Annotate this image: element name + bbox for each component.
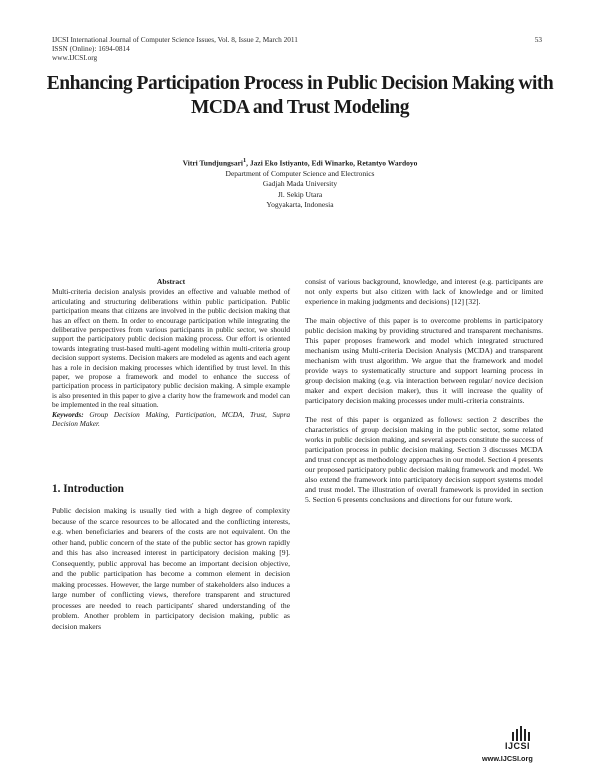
paragraph-continuation: consist of various background, knowledge, and interest (e.g. participants are not only experts but also citizen with lack of knowledge and or limited experience in making judgments and decisions) [12] [32]. <box>305 277 543 306</box>
keywords <box>52 410 290 429</box>
paragraph-organization: The rest of this paper is organized as follows: section 2 describes the characteristics of group decision making in the public sector, some related works in public decision making, and several aspects constitute the success of participation process in public decision making. Section 3 discusses MCDA and trust concept as methodology approaches in our model. Section 4 presents our proposed participatory public decision making framework and model. We also extend the framework into participatory decision support systems model and trust model. The illustration of overall framework is provided in section 5. Section 6 presents conclusions and directions for our future work. <box>305 415 543 504</box>
university: Gadjah Mada University <box>262 179 338 189</box>
logo-text: IJCSI <box>505 741 531 751</box>
author-names <box>100 156 500 169</box>
city: Yogyakarta, Indonesia <box>266 200 334 210</box>
title-line-2: MCDA and Trust Modeling <box>190 97 409 118</box>
abstract-section <box>52 277 290 429</box>
author-superscript: 1 <box>242 157 247 164</box>
first-author: Vitri Tundjungsari <box>182 158 243 168</box>
author-block <box>100 156 500 211</box>
issn: ISSN (Online): 1694-0814 <box>52 44 130 53</box>
street-address: Jl. Sekip Utara <box>277 189 323 199</box>
journal-citation: IJCSI International Journal of Computer Science Issues, Vol. 8, Issue 2, March 2011 <box>52 35 298 44</box>
paragraph-objective: The main objective of this paper is to overcome problems in participatory public decision making by providing structured and transparent mechanisms. This paper proposes framework and model which integrated structured mechanism using Multi-criteria Decision Analysis (MCDA) and transparent mechanism with trust algorithm. We argue that the framework and model provide ways to systematically structure and support learning process in group decision making (e.g. via interaction between regular/ novice decision maker and expert decision maker), thus it will increase the quality of participatory decision making processes under multi-criteria constraints. <box>305 316 543 405</box>
department: Department of Computer Science and Electronics <box>225 168 375 178</box>
title-line-1: Enhancing Participation Process in Public Decision Making with <box>46 73 554 94</box>
paper-title <box>40 72 560 120</box>
abstract-text: Multi-criteria decision analysis provides an effective and valuable method of articulating and structuring deliberations within public participation. Public participation means that citizens are involved in the public decision making that has an effect on them. In order to encourage participation while integrating the deliberative perspectives from various participants in public sector, we should support the participatory public decision making process. Our effort is oriented towards integrating trust-based multi-agent modeling within multi-criteria group decision support systems. Decision makers are modeled as agents and each agent has a role in decision making processes which identified by trust level. In this paper, we propose a framework and model to enhance the success of participation process in participatory public decision making. A simple example is also presented in this paper to give a clarity how the framework and model can be implemented in the real situation. <box>52 287 290 410</box>
introduction-paragraph: Public decision making is usually tied with a high degree of complexity because of the scarce resources to be allocated and the conflicting interests, e.g. when beneficiaries and bearers of the costs are not equivalent. On the other hand, public concern of the state of the public sector has grown rapidly and this has also increased interest in participatory decision making [9]. Consequently, public approval has become an important decision objective, and the public participation has become a common element in decision making processes. However, the large number of stakeholders also induces a large number of conflicting views, therefore transparent and structured processes are needed to reach participants' shared understanding of the problem. Another problem in participatory decision making, public as decision makers <box>52 506 290 631</box>
section-heading-introduction: 1. Introduction <box>52 483 124 495</box>
footer-site-link[interactable]: www.IJCSI.org <box>482 754 533 763</box>
keywords-list: Group Decision Making, Participation, MCDA, Trust, Supra Decision Maker. <box>52 409 290 429</box>
keywords-label: Keywords: <box>52 409 84 419</box>
right-column <box>305 277 543 514</box>
introduction-body <box>52 506 290 632</box>
other-authors: , Jazi Eko Istiyanto, Edi Winarko, Retantyo Wardoyo <box>246 158 418 168</box>
journal-url[interactable]: www.IJCSI.org <box>52 53 98 62</box>
journal-header <box>52 35 542 62</box>
page-number: 53 <box>534 35 542 44</box>
abstract-heading: Abstract <box>156 277 186 286</box>
